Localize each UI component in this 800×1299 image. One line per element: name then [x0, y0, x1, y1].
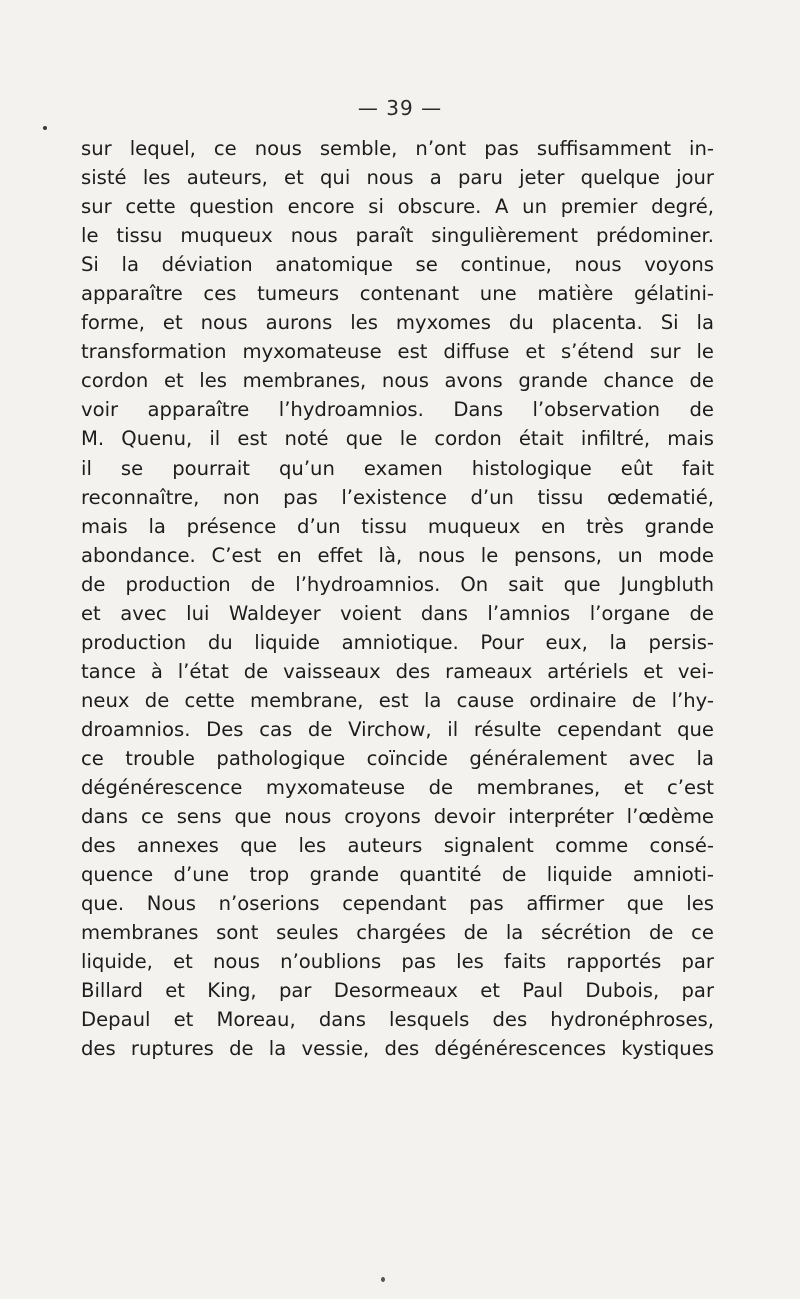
- text-line: neux de cette membrane, est la cause ordinaire de l’hy-: [81, 688, 714, 712]
- text-line: forme, et nous aurons les myxomes du placenta. Si la: [81, 311, 714, 335]
- text-line: quence d’une trop grande quantité de liquide amnioti-: [81, 863, 714, 887]
- text-line: membranes sont seules chargées de la sécrétion de ce: [81, 921, 714, 945]
- text-line: et avec lui Waldeyer voient dans l’amnios l’organe de: [81, 601, 714, 625]
- body-text: [81, 134, 714, 1064]
- text-line: Billard et King, par Desormeaux et Paul Dubois, par: [81, 979, 714, 1003]
- text-line: tance à l’état de vaisseaux des rameaux artériels et vei-: [81, 659, 714, 683]
- text-line: voir apparaître l’hydroamnios. Dans l’observation de: [81, 398, 714, 422]
- text-line: M. Quenu, il est noté que le cordon était infiltré, mais: [81, 427, 714, 451]
- text-line: abondance. C’est en effet là, nous le pensons, un mode: [81, 543, 714, 567]
- text-line: apparaître ces tumeurs contenant une matière gélatini-: [81, 282, 714, 306]
- text-line: des ruptures de la vessie, des dégénérescences kystiques: [81, 1037, 714, 1061]
- text-line: mais la présence d’un tissu muqueux en très grande: [81, 514, 714, 538]
- page-number: — 39 —: [357, 96, 443, 120]
- ink-spot: [43, 126, 47, 130]
- text-line: liquide, et nous n’oublions pas les faits rapportés par: [81, 950, 714, 974]
- text-line: de production de l’hydroamnios. On sait que Jungbluth: [81, 572, 714, 596]
- text-line: production du liquide amniotique. Pour eux, la persis-: [81, 630, 714, 654]
- text-line: dans ce sens que nous croyons devoir interpréter l’œdème: [81, 805, 714, 829]
- text-line: il se pourrait qu’un examen histologique eût fait: [81, 456, 714, 480]
- text-line: Si la déviation anatomique se continue, nous voyons: [81, 253, 714, 277]
- text-line: sur cette question encore si obscure. A un premier degré,: [81, 195, 714, 219]
- text-line: Depaul et Moreau, dans lesquels des hydronéphroses,: [81, 1008, 714, 1032]
- text-line: ce trouble pathologique coïncide généralement avec la: [81, 746, 714, 770]
- text-line: reconnaître, non pas l’existence d’un tissu œdematié,: [81, 485, 714, 509]
- text-line: droamnios. Des cas de Virchow, il résulte cependant que: [81, 717, 714, 741]
- text-line: dégénérescence myxomateuse de membranes, et c’est: [81, 776, 714, 800]
- text-line: des annexes que les auteurs signalent comme consé-: [81, 834, 714, 858]
- text-line: le tissu muqueux nous paraît singulièrement prédominer.: [81, 224, 714, 248]
- ink-spot: [381, 1277, 385, 1282]
- text-line: sur lequel, ce nous semble, n’ont pas suffisamment in-: [81, 137, 714, 160]
- text-line: transformation myxomateuse est diffuse et s’étend sur le: [81, 340, 714, 364]
- text-line: cordon et les membranes, nous avons grande chance de: [81, 369, 714, 393]
- text-line: que. Nous n’oserions cependant pas affirmer que les: [81, 892, 714, 916]
- text-line: sisté les auteurs, et qui nous a paru jeter quelque jour: [81, 166, 714, 190]
